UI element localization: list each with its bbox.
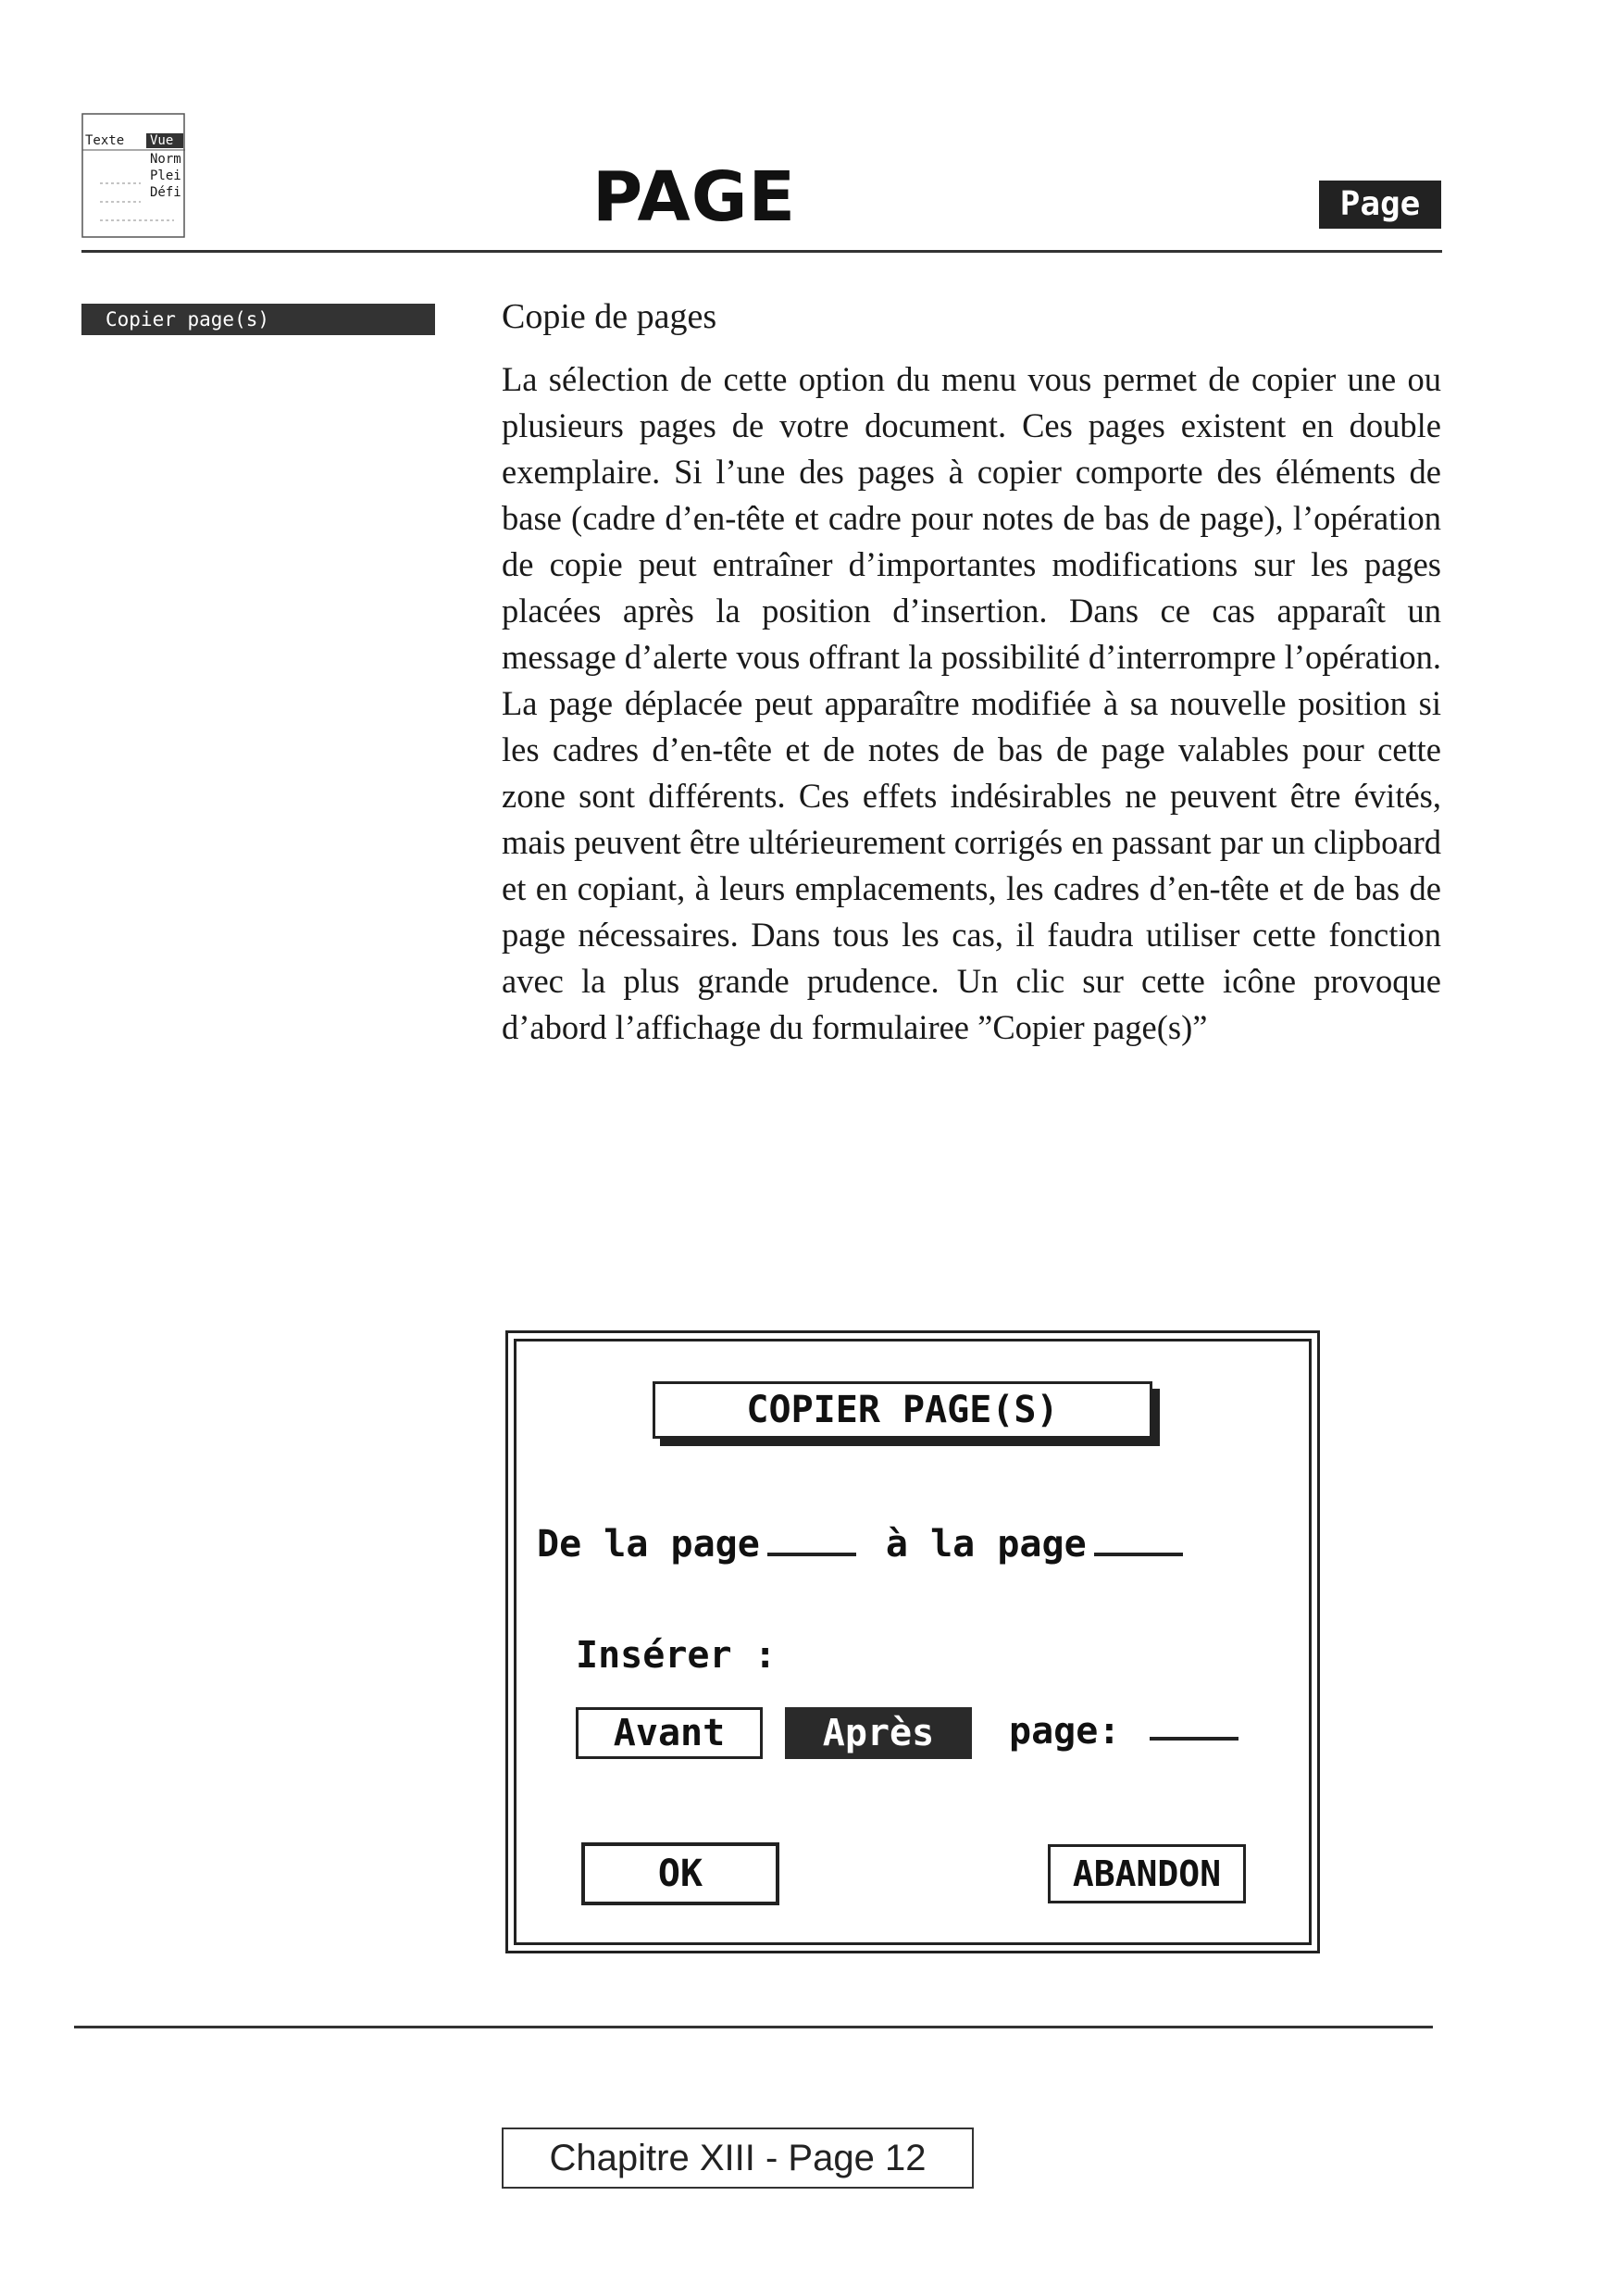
cancel-button[interactable]: ABANDON — [1048, 1844, 1246, 1903]
page-title: PAGE — [592, 157, 797, 237]
menu-item-plei: Plei — [150, 168, 181, 183]
from-page-label: De la page — [537, 1523, 760, 1566]
page-tag: Page — [1319, 181, 1441, 229]
sidebar-option-label: Copier page(s) — [81, 304, 435, 335]
body-paragraph: La sélection de cette option du menu vous permet de copier une ou plusieurs pages de votre document. Ces pages existent en double exemplaire. Si l’une des pages à copier comporte des éléments de base (cadre d’en-tête et cadre pour notes de bas de page), l’opération de copie peut entraîner d’importantes modifications sur les pages placées après la position d’insertion. Dans ce cas apparaît un message d’alerte vous offrant la possibilité d’interrompre l’opération. La page déplacée peut apparaître modifiée à sa nouvelle position si les cadres d’en-tête et de notes de bas de page valables pour cette zone sont différents. Ces effets indésirables ne peuvent être évités, mais peuvent être ultérieurement corrigés en passant par un clipboard et en copiant, à leurs emplacements, les cadres d’en-tête et de bas de page nécessaires. Dans tous les cas, il faudra utiliser cette fonction avec la plus grande prudence. Un clic sur cette icône provoque d’abord l’affichage du formulairee ”Copier page(s)” — [502, 360, 1441, 1046]
page-footer: Chapitre XIII - Page 12 — [502, 2128, 974, 2189]
from-page-field[interactable] — [767, 1532, 856, 1556]
page-range-row — [537, 1523, 1190, 1566]
ok-button[interactable]: OK — [581, 1842, 779, 1905]
section-heading: Copie de pages — [502, 297, 717, 336]
header-divider — [81, 250, 1442, 253]
menu-item-texte: Texte — [85, 133, 125, 148]
dialog-title: COPIER PAGE(S) — [653, 1381, 1152, 1439]
insert-page-label: page: — [1009, 1710, 1121, 1753]
before-button[interactable]: Avant — [576, 1707, 763, 1759]
insert-label: Insérer : — [576, 1634, 777, 1677]
menu-thumbnail-icon — [81, 113, 185, 238]
insert-page-field[interactable] — [1150, 1737, 1238, 1741]
to-page-field[interactable] — [1094, 1532, 1183, 1556]
menu-item-defi: Défi — [150, 185, 181, 200]
menu-item-vue: Vue — [150, 133, 174, 148]
menu-item-norm: Norm — [150, 152, 181, 167]
after-button[interactable]: Après — [785, 1707, 972, 1759]
footer-divider — [74, 2026, 1433, 2028]
to-page-label: à la page — [885, 1523, 1087, 1566]
